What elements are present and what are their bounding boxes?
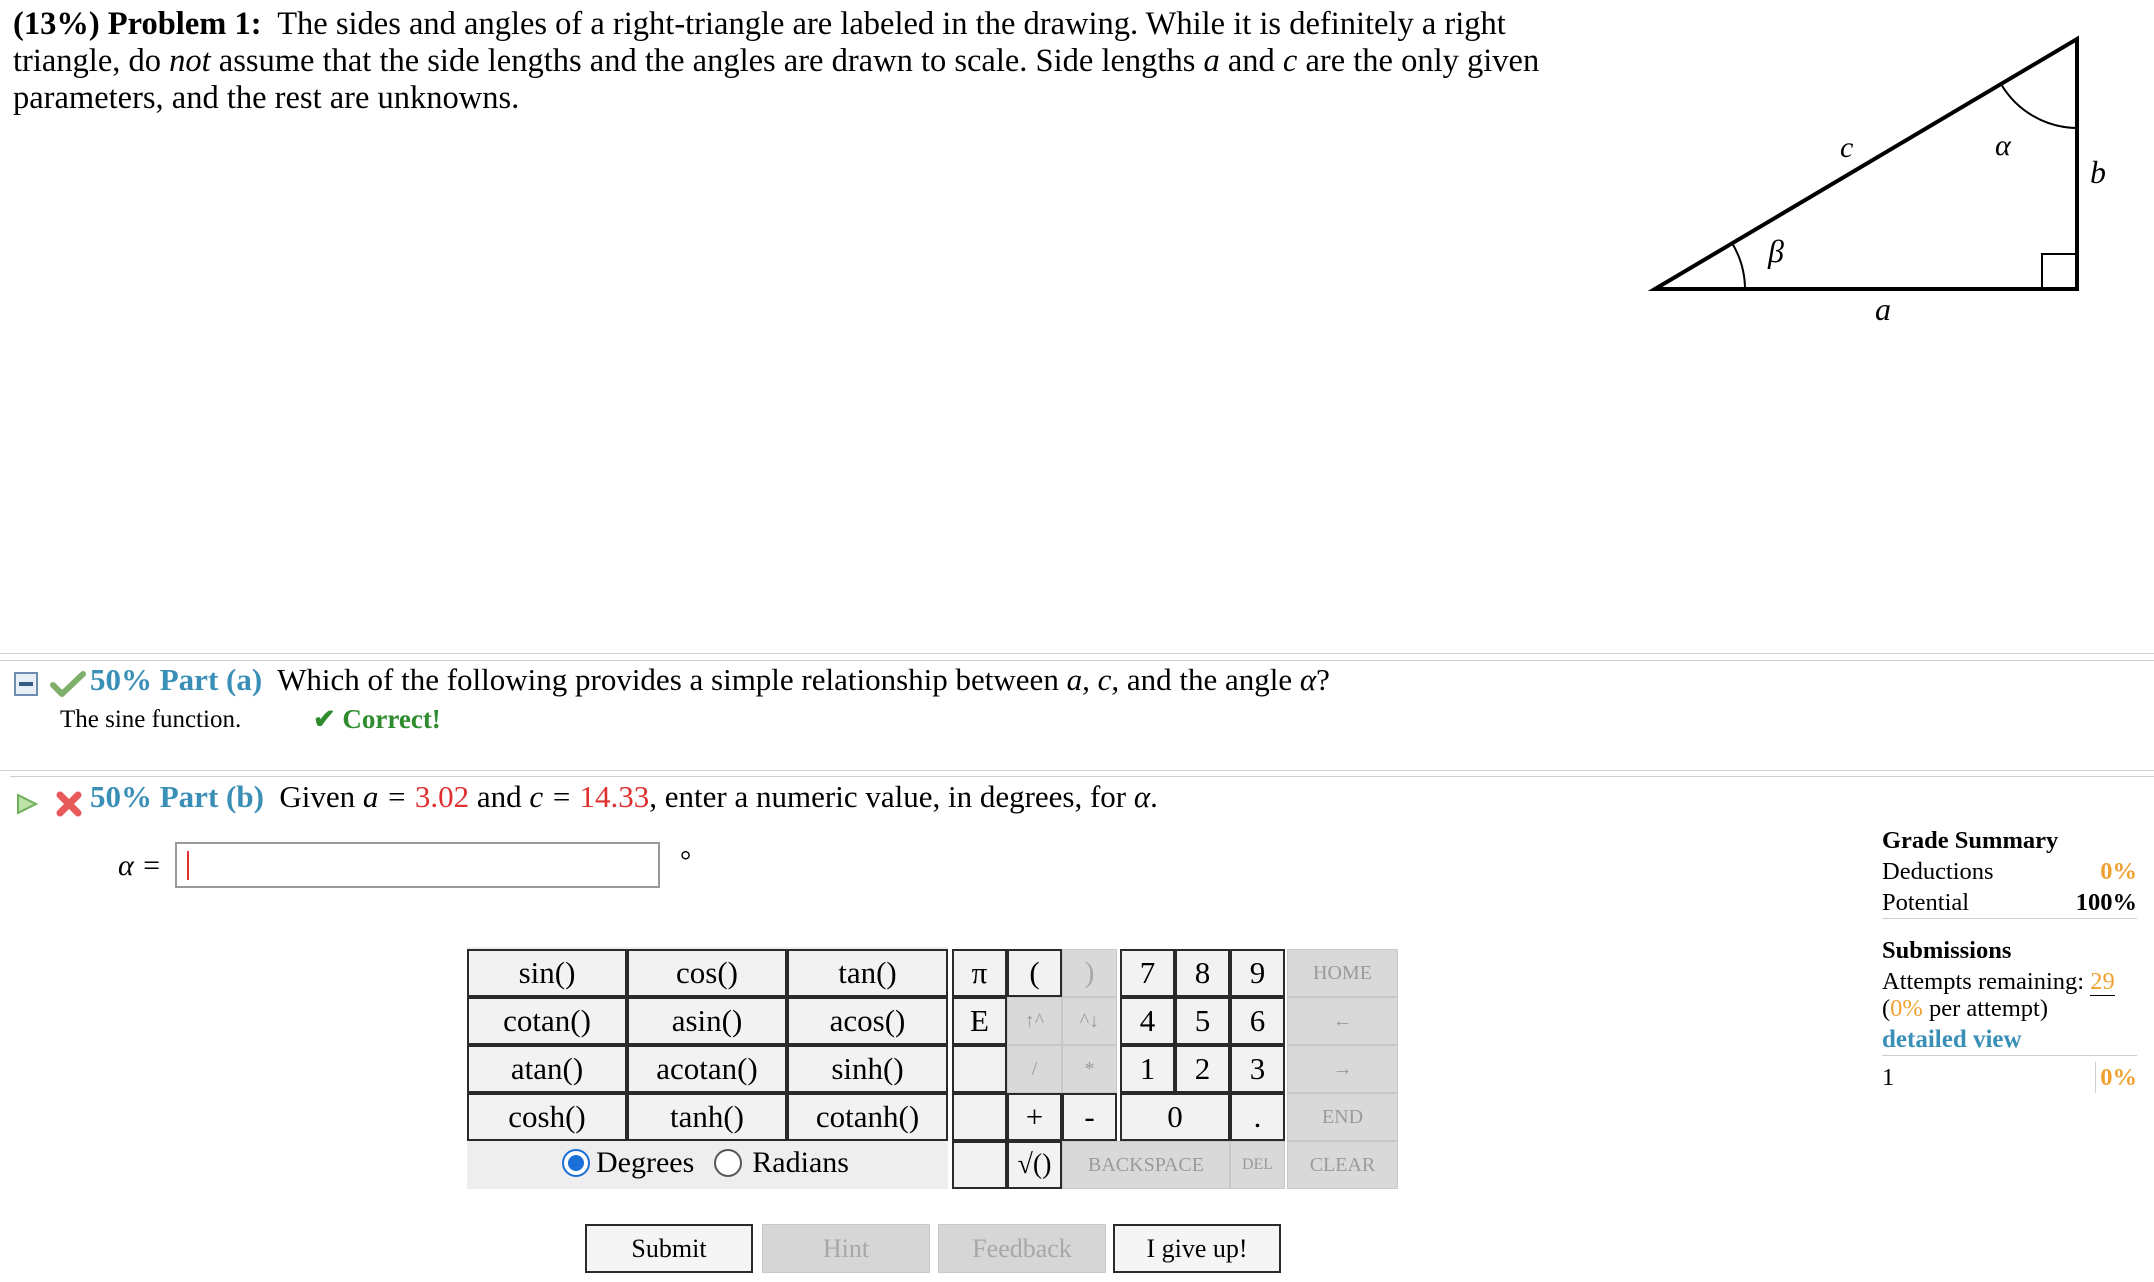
- key-tanh[interactable]: tanh(): [627, 1093, 787, 1141]
- key-blank-2: [952, 1093, 1007, 1141]
- key-blank-1: [952, 1045, 1007, 1093]
- key-cotanh[interactable]: cotanh(): [787, 1093, 948, 1141]
- key-multiply[interactable]: *: [1062, 1045, 1117, 1093]
- hint-button[interactable]: Hint: [762, 1224, 930, 1273]
- key-end[interactable]: END: [1287, 1093, 1398, 1141]
- right-angle-marker: [2042, 254, 2077, 289]
- part-a-header: [90, 662, 1330, 698]
- detailed-view-link[interactable]: detailed view: [1882, 1024, 2137, 1056]
- key-acos[interactable]: acos(): [787, 997, 948, 1045]
- part-b-prompt-end: .: [1150, 779, 1158, 814]
- key-sinh[interactable]: sinh(): [787, 1045, 948, 1093]
- key-down[interactable]: ^↓: [1062, 997, 1117, 1045]
- per-attempt-open: (: [1882, 995, 1891, 1022]
- degrees-label: Degrees: [596, 1146, 695, 1179]
- part-a-question-1: Which of the following provides a simple relationship between: [277, 662, 1067, 697]
- key-tan[interactable]: tan(): [787, 949, 948, 997]
- feedback-button[interactable]: Feedback: [938, 1224, 1106, 1273]
- problem-text-1: The sides and angles of a right-triangle are labeled in the drawing. While it is definitely a right triangle, do: [13, 6, 1506, 79]
- key-5[interactable]: 5: [1175, 997, 1230, 1045]
- part-b-label: 50% Part (b): [90, 779, 264, 814]
- deductions-row: [1882, 856, 2137, 887]
- problem-weight: (13%): [13, 6, 100, 42]
- answer-input[interactable]: [175, 842, 660, 888]
- part-b-c-value: 14.33: [579, 779, 650, 814]
- problem-text-3: are the only given parameters, and the rest are unknowns.: [13, 43, 1540, 116]
- problem-var-c: c: [1282, 43, 1298, 79]
- key-minus[interactable]: -: [1062, 1093, 1117, 1141]
- key-left-arrow[interactable]: ←: [1287, 997, 1398, 1045]
- part-a-question-2: and the angle: [1119, 662, 1300, 697]
- part-a-label: 50% Part (a): [90, 662, 263, 697]
- key-acotan[interactable]: acotan(): [627, 1045, 787, 1093]
- radians-radio[interactable]: [714, 1149, 742, 1177]
- key-divide[interactable]: /: [1007, 1045, 1062, 1093]
- part-b-header: [90, 779, 1158, 815]
- attempts-value: 29: [2090, 968, 2115, 995]
- part-b-and: and: [469, 779, 530, 814]
- deductions-label: Deductions: [1882, 858, 1994, 885]
- right-triangle-figure: [1640, 20, 2140, 340]
- label-beta: β: [1768, 233, 1784, 269]
- attempts-label: Attempts remaining:: [1882, 968, 2085, 995]
- per-attempt-value: 0%: [1890, 995, 1923, 1022]
- label-c: c: [1840, 131, 1854, 164]
- key-3[interactable]: 3: [1230, 1045, 1285, 1093]
- key-del[interactable]: DEL: [1230, 1141, 1285, 1189]
- key-atan[interactable]: atan(): [467, 1045, 627, 1093]
- key-home[interactable]: HOME: [1287, 949, 1398, 997]
- key-7[interactable]: 7: [1120, 949, 1175, 997]
- key-decimal[interactable]: .: [1230, 1093, 1285, 1141]
- key-6[interactable]: 6: [1230, 997, 1285, 1045]
- problem-text-and: and: [1219, 43, 1283, 79]
- grade-summary-title: Grade Summary: [1882, 827, 2059, 854]
- checkmark-icon: [50, 670, 86, 700]
- angle-mode-group: [562, 1143, 849, 1183]
- part-a-question-end: ?: [1316, 662, 1330, 697]
- deductions-value: 0%: [2100, 858, 2137, 885]
- key-blank-3: [952, 1141, 1007, 1189]
- submissions-title: Submissions: [1882, 937, 2012, 964]
- key-e[interactable]: E: [952, 997, 1007, 1045]
- part-a-answer: The sine function.: [60, 706, 242, 733]
- key-4[interactable]: 4: [1120, 997, 1175, 1045]
- expand-arrow-icon[interactable]: [15, 792, 39, 816]
- radians-label: Radians: [752, 1146, 849, 1179]
- problem-title: Problem 1:: [107, 6, 262, 42]
- problem-var-a: a: [1203, 43, 1220, 79]
- label-a: a: [1875, 291, 1891, 327]
- label-alpha: α: [1995, 129, 2011, 162]
- problem-statement: [13, 6, 1558, 117]
- key-sqrt[interactable]: √(): [1007, 1141, 1062, 1189]
- part-a-question-alpha: α: [1299, 662, 1317, 697]
- key-up[interactable]: ↑^: [1007, 997, 1062, 1045]
- part-b-c-eq: c =: [529, 779, 572, 814]
- beta-arc: [1732, 243, 1745, 289]
- triangle-shape: [1655, 39, 2077, 289]
- answer-label: α =: [118, 849, 162, 882]
- per-attempt: [1882, 993, 2137, 1024]
- key-cotan[interactable]: cotan(): [467, 997, 627, 1045]
- collapse-icon[interactable]: [14, 672, 38, 696]
- key-sin[interactable]: sin(): [467, 949, 627, 997]
- submit-button[interactable]: Submit: [585, 1224, 753, 1273]
- part-a-status: ✔ Correct!: [313, 704, 441, 734]
- incorrect-x-icon: [55, 790, 83, 818]
- key-cos[interactable]: cos(): [627, 949, 787, 997]
- key-pi[interactable]: π: [952, 949, 1007, 997]
- divider-top: [0, 653, 2154, 654]
- key-right-arrow[interactable]: →: [1287, 1045, 1398, 1093]
- part-b-a-value: 3.02: [414, 779, 470, 814]
- key-clear[interactable]: CLEAR: [1287, 1141, 1398, 1189]
- key-1[interactable]: 1: [1120, 1045, 1175, 1093]
- key-backspace[interactable]: BACKSPACE: [1062, 1141, 1230, 1189]
- key-8[interactable]: 8: [1175, 949, 1230, 997]
- potential-value: 100%: [2075, 889, 2137, 916]
- key-2[interactable]: 2: [1175, 1045, 1230, 1093]
- per-attempt-rest: per attempt): [1922, 995, 2049, 1022]
- submission-index: 1: [1882, 1064, 1895, 1091]
- part-b-prompt-alpha: α: [1133, 779, 1151, 814]
- divider-part-b-top: [0, 770, 2154, 771]
- label-b: b: [2090, 154, 2106, 190]
- key-open-paren[interactable]: (: [1007, 949, 1062, 997]
- submission-score: 0%: [2095, 1062, 2137, 1093]
- part-b-prompt-2: , enter a numeric value, in degrees, for: [649, 779, 1134, 814]
- key-cosh[interactable]: cosh(): [467, 1093, 627, 1141]
- divider-part-b-inner: [10, 776, 2154, 777]
- submission-row: [1882, 1062, 2137, 1093]
- part-b-prompt-1: Given: [279, 779, 363, 814]
- key-asin[interactable]: asin(): [627, 997, 787, 1045]
- degrees-radio[interactable]: [562, 1149, 590, 1177]
- potential-label: Potential: [1882, 889, 1970, 916]
- divider-part-a-top: [0, 660, 2154, 661]
- give-up-button[interactable]: I give up!: [1113, 1224, 1281, 1273]
- problem-text-not: not: [169, 43, 211, 79]
- degree-unit: °: [680, 846, 692, 877]
- key-plus[interactable]: +: [1007, 1093, 1062, 1141]
- key-close-paren[interactable]: ): [1062, 949, 1117, 997]
- grade-summary: [1882, 825, 2137, 1093]
- alpha-arc: [2001, 84, 2077, 128]
- problem-text-2: assume that the side lengths and the angles are drawn to scale. Side lengths: [210, 43, 1204, 79]
- key-9[interactable]: 9: [1230, 949, 1285, 997]
- part-a-question-vars: a, c,: [1066, 662, 1120, 697]
- part-b-a-eq: a =: [362, 779, 408, 814]
- text-caret: [187, 851, 189, 880]
- key-0[interactable]: 0: [1120, 1093, 1230, 1141]
- potential-row: [1882, 887, 2137, 919]
